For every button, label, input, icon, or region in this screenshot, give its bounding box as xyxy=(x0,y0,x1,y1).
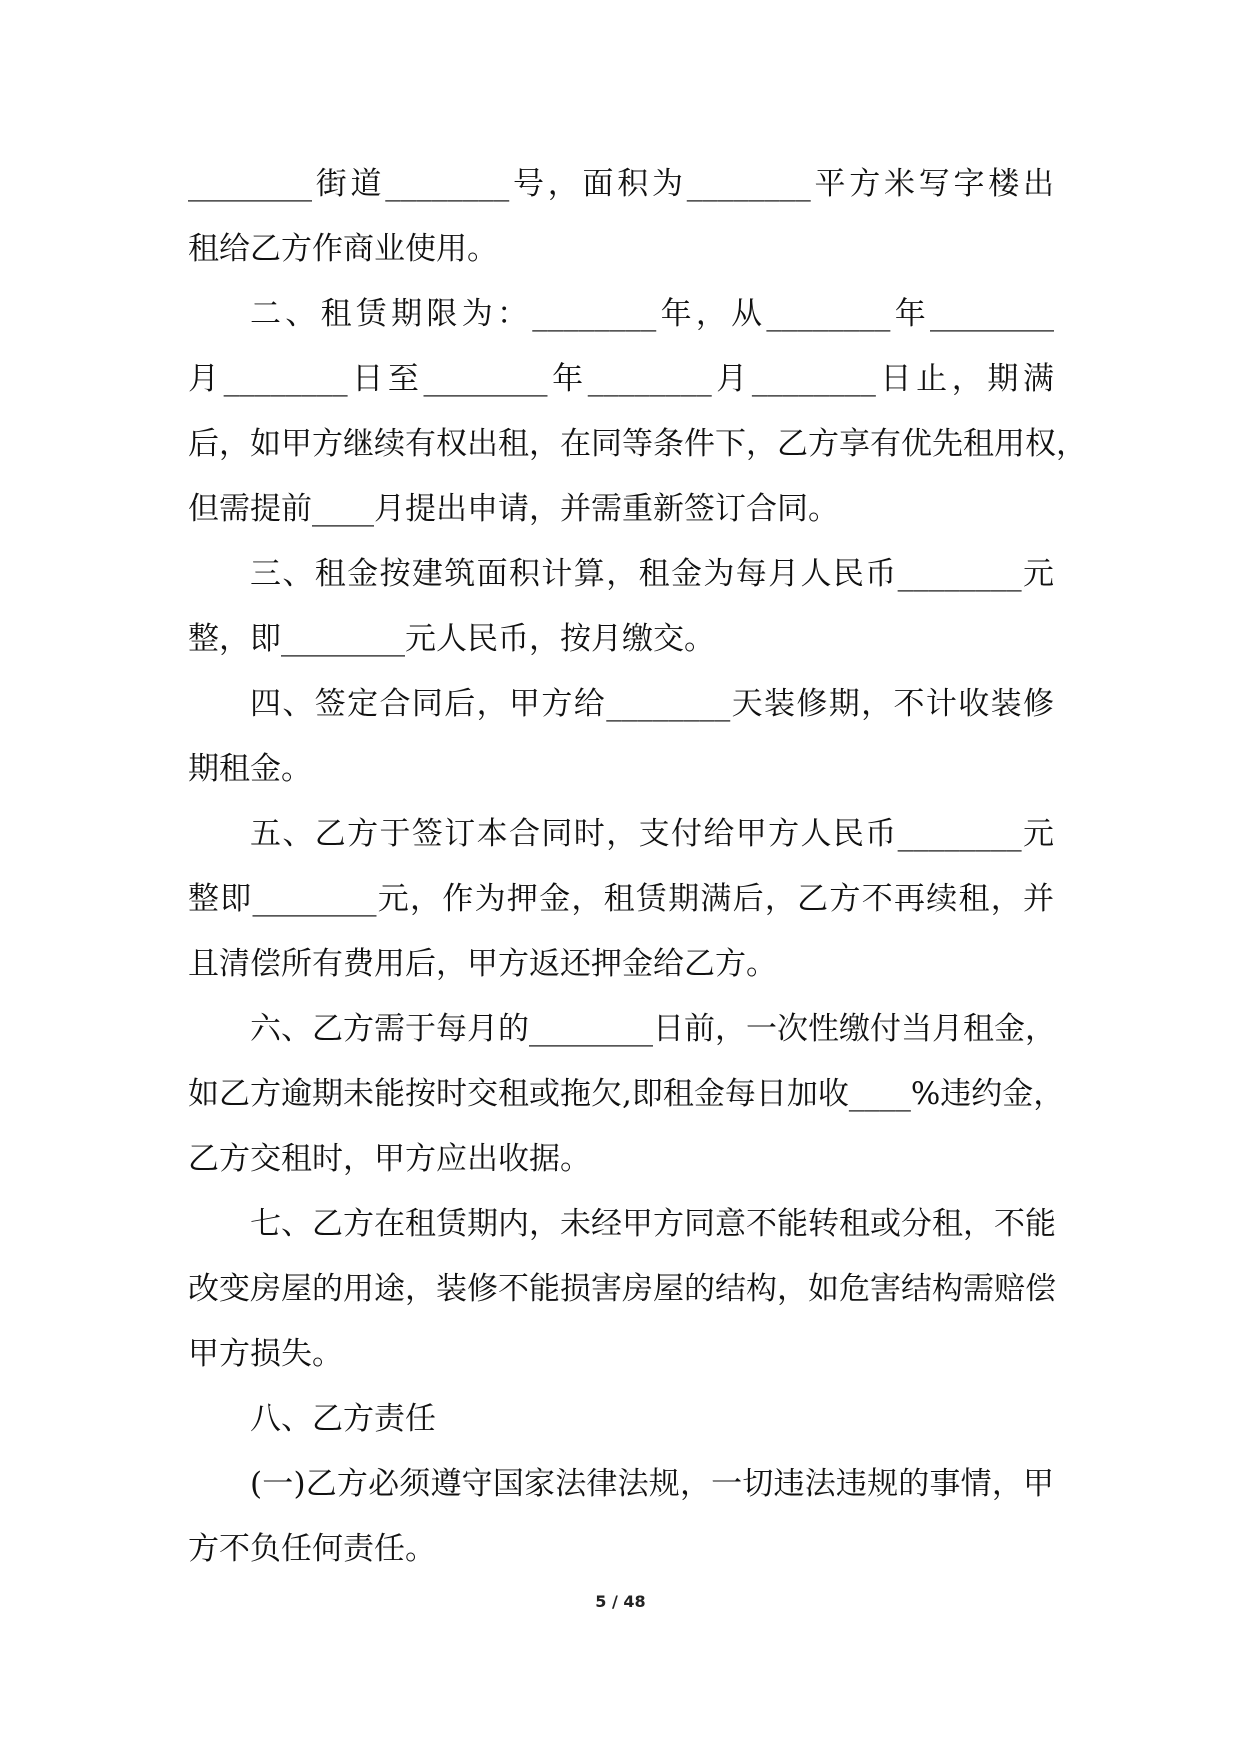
clause-6-line-3: 乙方交租时，甲方应出收据。 xyxy=(188,1141,591,1177)
clause-7-line-2: 改变房屋的用途，装修不能损害房屋的结构，如危害结构需赔偿 xyxy=(188,1271,1056,1307)
clause-3-line-2: 整，即________元人民币，按月缴交。 xyxy=(188,621,715,657)
clause-8-item-1-line-2: 方不负任何责任。 xyxy=(188,1531,436,1567)
clause-7-line-1: 七、乙方在租赁期内，未经甲方同意不能转租或分租，不能 xyxy=(250,1206,1056,1242)
page-number: 5 / 48 xyxy=(595,1592,646,1611)
clause-3-line-1: 三、租金按建筑面积计算，租金为每月人民币________元 xyxy=(250,556,1054,592)
clause-2-line-1: 二、租赁期限为：________年，从________年________ xyxy=(250,296,1054,332)
clause-6-line-1: 六、乙方需于每月的________日前，一次性缴付当月租金， xyxy=(250,1011,1056,1047)
clause-8-heading: 八、乙方责任 xyxy=(250,1401,436,1437)
clause-8-item-1-line-1: (一)乙方必须遵守国家法律法规，一切违法违规的事情，甲 xyxy=(250,1466,1054,1502)
clause-2-line-3: 后，如甲方继续有权出租，在同等条件下，乙方享有优先租用权， xyxy=(188,426,1087,462)
clause-2-line-4: 但需提前____月提出申请，并需重新签订合同。 xyxy=(188,491,839,527)
contract-body xyxy=(188,156,1087,1586)
clause-6-line-2: 如乙方逾期未能按时交租或拖欠,即租金每日加收____%违约金， xyxy=(188,1076,1065,1112)
clause-7-line-3: 甲方损失。 xyxy=(188,1336,343,1372)
clause-5-line-3: 且清偿所有费用后，甲方返还押金给乙方。 xyxy=(188,946,777,982)
text-line-1: ________街道________号，面积为________平方米写字楼出 xyxy=(188,166,1054,202)
clause-4-line-2: 期租金。 xyxy=(188,751,312,787)
clause-2-line-2: 月________日至________年________月________日止，期满 xyxy=(188,361,1054,397)
clause-5-line-1: 五、乙方于签订本合同时，支付给甲方人民币________元 xyxy=(250,816,1054,852)
text-line-2: 租给乙方作商业使用。 xyxy=(188,231,498,267)
clause-5-line-2: 整即________元，作为押金，租赁期满后，乙方不再续租，并 xyxy=(188,881,1054,917)
clause-4-line-1: 四、签定合同后，甲方给________天装修期，不计收装修 xyxy=(250,686,1054,722)
